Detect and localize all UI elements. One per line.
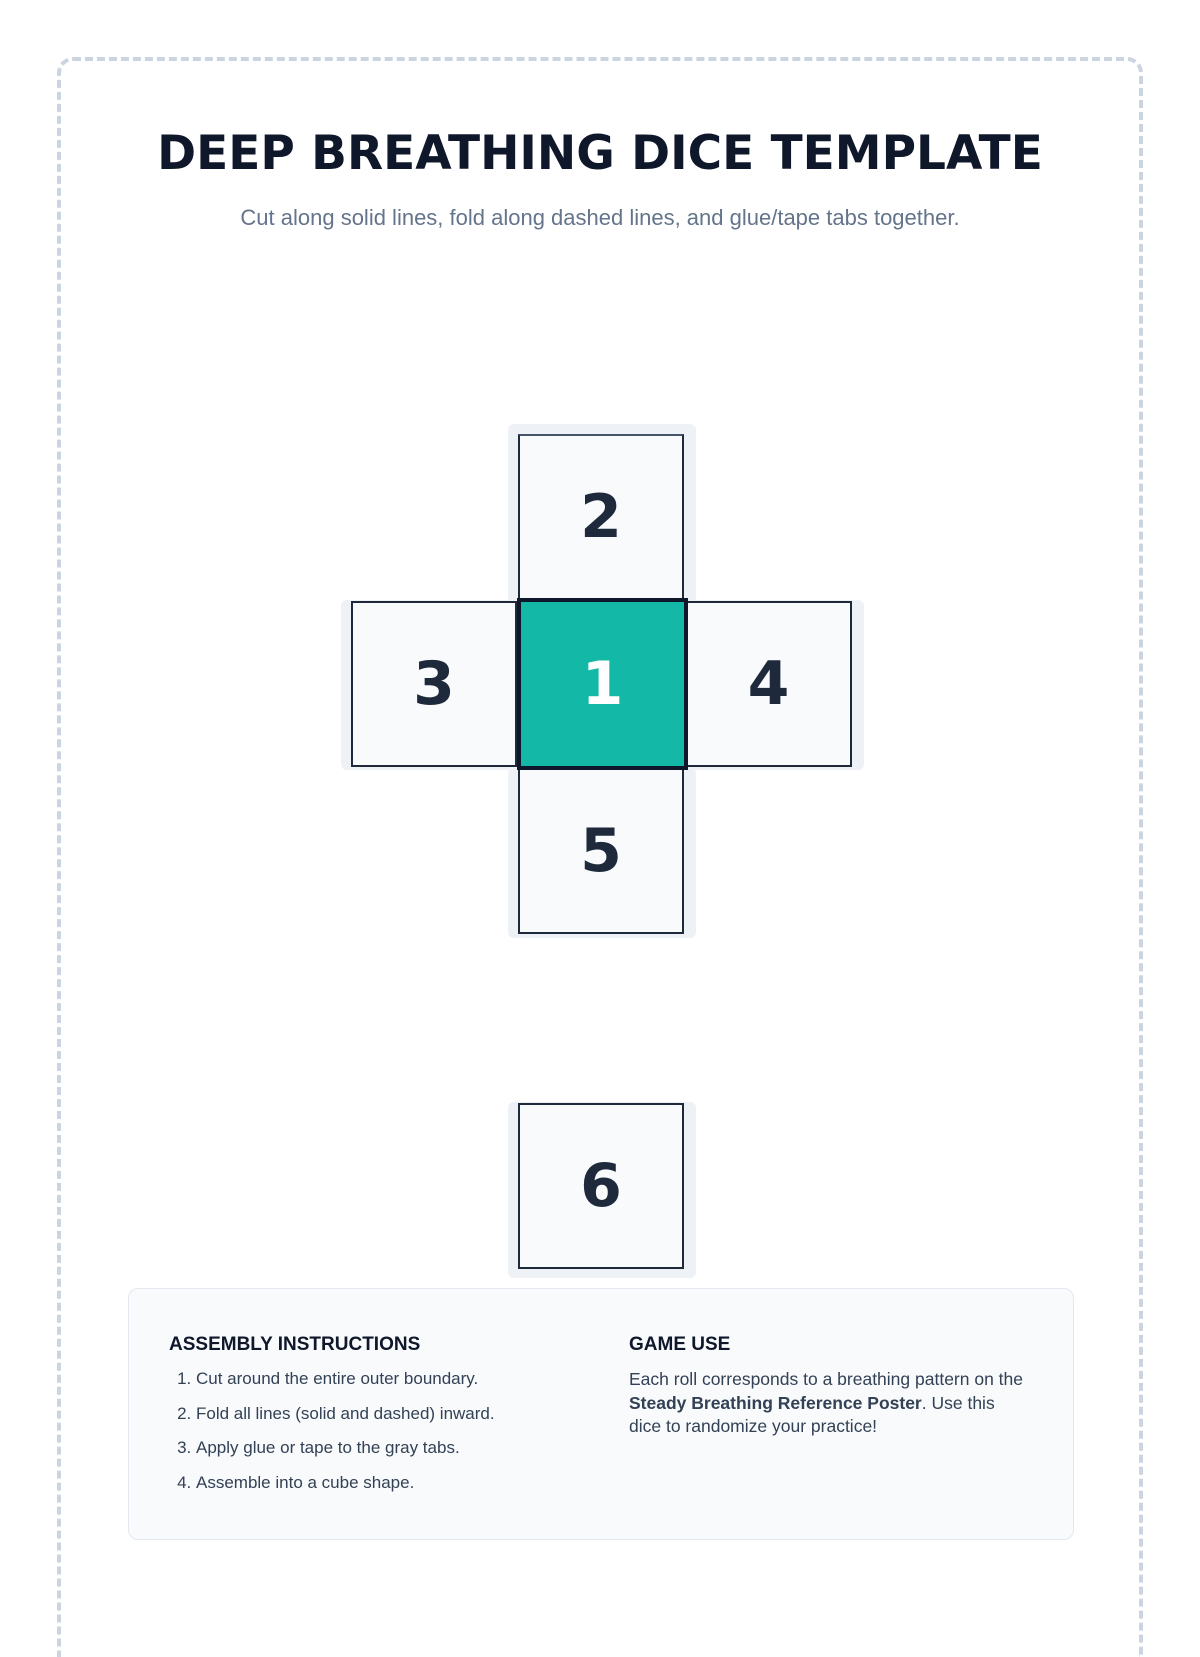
- page-title: DEEP BREATHING DICE TEMPLATE: [157, 126, 1043, 181]
- game-use-heading: GAME USE: [629, 1334, 731, 1355]
- page-subtitle: Cut along solid lines, fold along dashed lines, and glue/tape tabs together.: [240, 205, 960, 230]
- assembly-step: 3. Apply glue or tape to the gray tabs.: [196, 1438, 495, 1473]
- dice-face-5: 5: [518, 768, 684, 934]
- instructions-panel: [128, 1288, 1074, 1540]
- dice-face-2: 2: [518, 434, 684, 600]
- assembly-heading: ASSEMBLY INSTRUCTIONS: [169, 1334, 421, 1355]
- game-text-lead: Each roll corresponds to a breathing pattern on the: [629, 1369, 1023, 1389]
- dice-face-3: 3: [351, 601, 517, 767]
- dice-face-6: 6: [518, 1103, 684, 1269]
- poster-reference: Steady Breathing Reference Poster: [629, 1392, 922, 1413]
- assembly-steps: [169, 1369, 495, 1507]
- game-use-text: [629, 1368, 1029, 1439]
- assembly-step: 2. Fold all lines (solid and dashed) inward.: [196, 1404, 495, 1439]
- dice-face-4: 4: [685, 601, 852, 767]
- assembly-step: 4. Assemble into a cube shape.: [196, 1473, 495, 1508]
- dice-face-1: 1: [517, 598, 688, 770]
- game-text-tail: . Use this dice to randomize your practice!: [629, 1392, 995, 1436]
- assembly-step: 1. Cut around the entire outer boundary.: [196, 1369, 495, 1404]
